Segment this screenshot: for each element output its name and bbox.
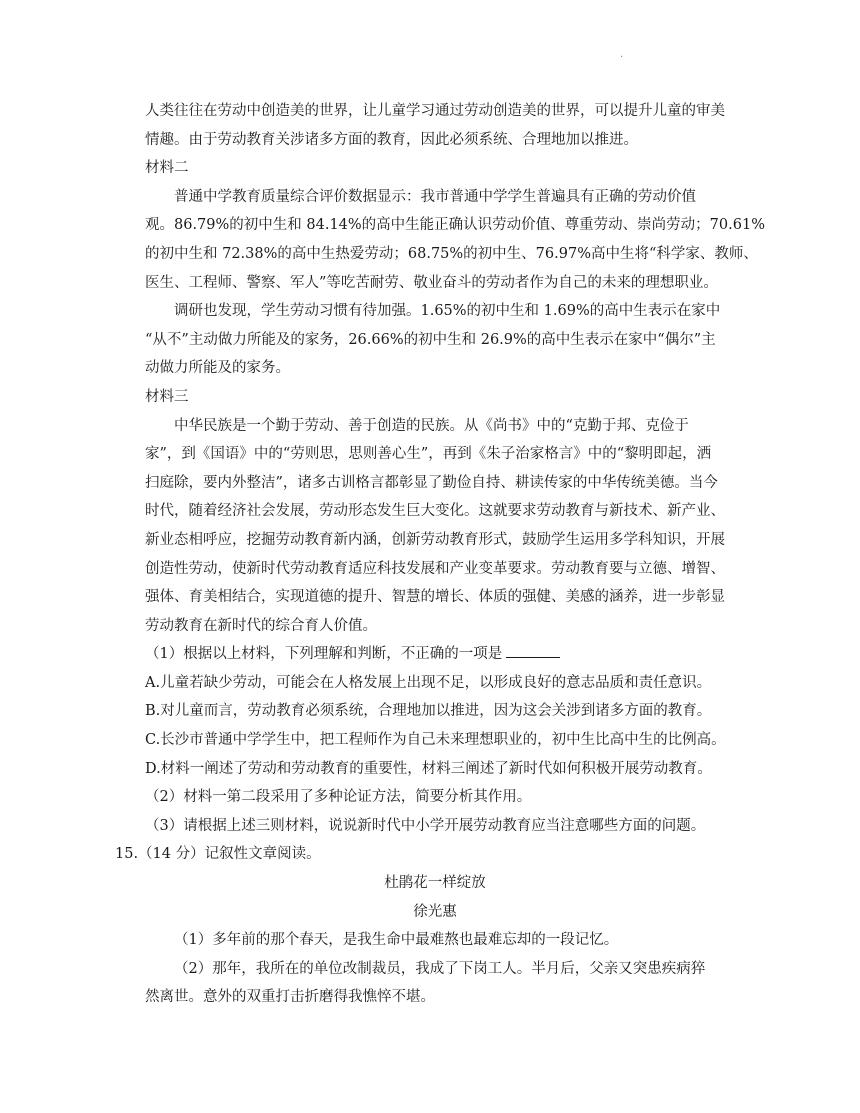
paragraph-line: 医生、工程师、警察、军人”等吃苦耐劳、敬业奋斗的劳动者作为自己的未来的理想职业。 [145,274,718,291]
option-d: D.材料一阐述了劳动和劳动教育的重要性，材料三阐述了新时代如何积极开展劳动教育。 [145,760,712,777]
paragraph-line: 然离世。意外的双重打击折磨得我憔悴不堪。 [145,989,435,1006]
paragraph-line: 家”，到《国语》中的“劳则思，思则善心生”，再到《朱子治家格言》中的“黎明即起，洒 [145,446,712,463]
paragraph-line: 扫庭除，要内外整洁”，诸多古训格言都彰显了勤俭自持、耕读传家的中华传统美德。当今 [145,474,718,491]
paragraph-line: 动做力所能及的家务。 [145,360,290,377]
question-1-text: （1）根据以上材料，下列理解和判断，不正确的一项是 [145,646,503,663]
question-1 [145,640,725,669]
document-body [115,97,765,1012]
paragraph-line: 中华民族是一个勤于劳动、善于创造的民族。从《尚书》中的“克勤于邦、克俭于 [174,417,689,434]
paragraph-line: 新业态相呼应，挖掘劳动教育新内涵，创新劳动教育形式，鼓励学生运用多学科知识，开展 [145,531,725,548]
header-dot: · [620,52,624,63]
article-title: 杜鹃花一样绽放 [384,875,486,892]
material-three-title: 材料三 [145,388,189,405]
paragraph-line: 劳动教育在新时代的综合育人价值。 [145,617,377,634]
paragraph-line: “从不”主动做力所能及的家务，26.66%的初中生和 26.9%的高中生表示在家中“偶尔”主 [145,331,716,348]
option-a: A.儿童若缺少劳动，可能会在人格发展上出现不足，以形成良好的意志品质和责任意识。 [145,674,712,691]
paragraph-line: 创造性劳动，使新时代劳动教育适应科技发展和产业变革要求。劳动教育要与立德、增智、 [145,560,725,577]
option-b: B.对儿童而言，劳动教育必须系统，合理地加以推进，因为这会关涉到诸多方面的教育。 [145,703,712,720]
paragraph-line: （1）多年前的那个春天，是我生命中最难熬也最难忘却的一段记忆。 [174,932,619,949]
paragraph-line: 强体、育美相结合，实现道德的提升、智慧的增长、体质的强健、美感的涵养，进一步彰显 [145,589,725,606]
paragraph-line: 的初中生和 72.38%的高中生热爱劳动；68.75%的初中生、76.97%高中生将“科学家、教师、 [145,245,758,262]
paragraph-line: 观。86.79%的初中生和 84.14%的高中生能正确认识劳动价值、尊重劳动、崇尚劳动；70.61% [145,217,765,234]
paragraph-line: 时代，随着经济社会发展，劳动形态发生巨大变化。这就要求劳动教育与新技术、新产业、 [145,503,725,520]
material-two-title: 材料二 [145,160,189,177]
question-3: （3）请根据上述三则材料，说说新时代中小学开展劳动教育应当注意哪些方面的问题。 [145,817,706,834]
paragraph-line: 调研也发现，学生劳动习惯有待加强。1.65%的初中生和 1.69%的高中生表示在家中 [174,303,721,320]
question-15-heading: 15.（14 分）记叙性文章阅读。 [115,846,321,863]
article-author: 徐光惠 [413,903,457,920]
paragraph-line: （2）那年，我所在的单位改制裁员，我成了下岗工人。半月后，父亲又突患疾病猝 [174,960,706,977]
paragraph-line: 人类往往在劳动中创造美的世界，让儿童学习通过劳动创造美的世界，可以提升儿童的审美 [145,103,725,119]
question-2: （2）材料一第二段采用了多种论证方法，简要分析其作用。 [145,789,532,806]
option-c: C.长沙市普通中学学生中，把工程师作为自己未来理想职业的，初中生比高中生的比例高。 [145,732,726,749]
paragraph-line: 情趣。由于劳动教育关涉诸多方面的教育，因此必须系统、合理地加以推进。 [145,131,638,148]
paragraph-line: 普通中学教育质量综合评价数据显示：我市普通中学学生普遍具有正确的劳动价值 [174,188,696,205]
answer-blank[interactable] [506,643,560,658]
